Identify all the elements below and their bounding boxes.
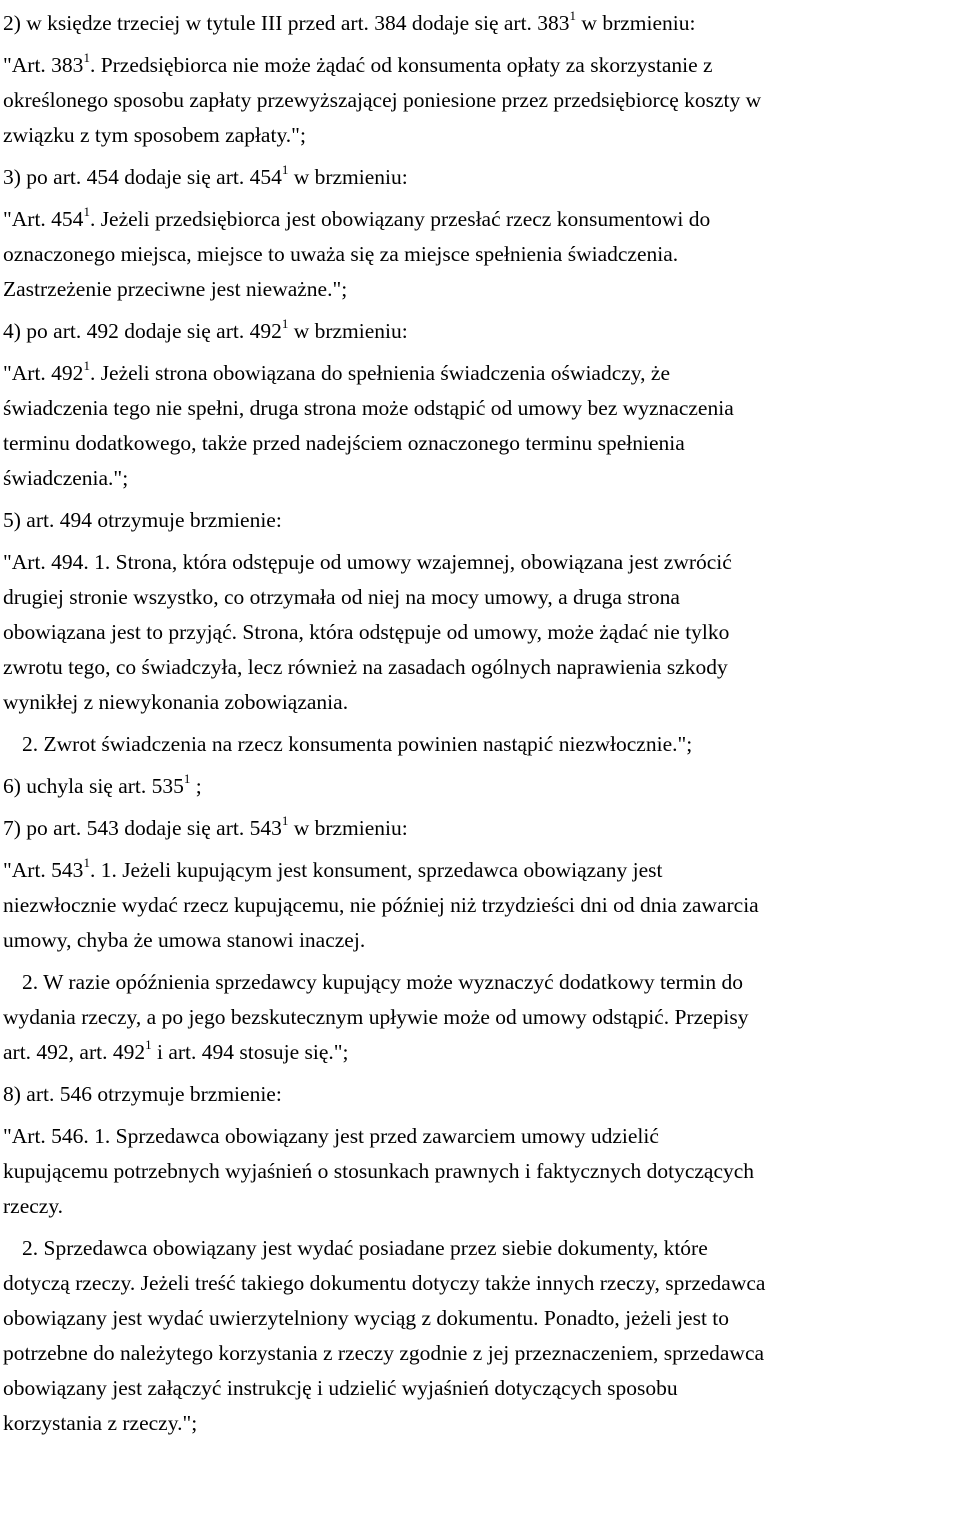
text-run: związku z tym sposobem zapłaty.";	[3, 123, 306, 147]
document-line	[3, 237, 960, 272]
text-run: "Art. 546. 1. Sprzedawca obowiązany jest przed zawarciem umowy udzielić	[3, 1124, 659, 1148]
text-run: umowy, chyba że umowa stanowi inaczej.	[3, 928, 366, 952]
text-run: wynikłej z niewykonania zobowiązania.	[3, 690, 349, 714]
document-line	[3, 356, 960, 391]
document-line	[3, 811, 960, 846]
text-run: świadczenia.";	[3, 466, 129, 490]
document-line	[3, 1077, 960, 1112]
superscript-number: 1	[281, 812, 289, 828]
document-line	[3, 202, 960, 237]
text-run: 6) uchyla się art. 535	[3, 774, 184, 798]
text-run: Zastrzeżenie przeciwne jest nieważne.";	[3, 277, 348, 301]
document-line	[3, 6, 960, 41]
text-run: 2) w księdze trzeciej w tytule III przed art. 384 dodaje się art. 383	[3, 11, 570, 35]
document-line	[3, 1371, 960, 1406]
text-run: dotyczą rzeczy. Jeżeli treść takiego dokumentu dotyczy także innych rzeczy, sprzedawca	[3, 1271, 766, 1295]
document-line	[3, 118, 960, 153]
document-line	[3, 615, 960, 650]
superscript-number: 1	[281, 161, 289, 177]
superscript-number: 1	[183, 770, 191, 786]
document-line	[3, 1336, 960, 1371]
text-run: oznaczonego miejsca, miejsce to uważa się za miejsce spełnienia świadczenia.	[3, 242, 679, 266]
superscript-number: 1	[83, 49, 90, 65]
document-line	[3, 461, 960, 496]
text-run: . 1. Jeżeli kupującym jest konsument, sprzedawca obowiązany jest	[89, 858, 663, 882]
text-run: "Art. 383	[3, 53, 84, 77]
text-run: . Przedsiębiorca nie może żądać od konsumenta opłaty za skorzystanie z	[89, 53, 713, 77]
text-run: terminu dodatkowego, także przed nadejściem oznaczonego terminu spełnienia	[3, 431, 685, 455]
document-line	[3, 391, 960, 426]
text-run: zwrotu tego, co świadczyła, lecz również na zasadach ogólnych naprawienia szkody	[3, 655, 728, 679]
text-run: . Jeżeli strona obowiązana do spełnienia świadczenia oświadczy, że	[89, 361, 670, 385]
text-run: określonego sposobu zapłaty przewyższającej poniesione przez przedsiębiorcę koszty w	[3, 88, 762, 112]
text-run: kupującemu potrzebnych wyjaśnień o stosunkach prawnych i faktycznych dotyczących	[3, 1159, 755, 1183]
document-line	[3, 1154, 960, 1189]
document-line	[3, 272, 960, 307]
document-line	[3, 48, 960, 83]
text-run: 7) po art. 543 dodaje się art. 543	[3, 816, 282, 840]
text-run: 2. Sprzedawca obowiązany jest wydać posiadane przez siebie dokumenty, które	[22, 1236, 708, 1260]
superscript-number: 1	[281, 315, 289, 331]
text-run: obowiązany jest wydać uwierzytelniony wyciąg z dokumentu. Ponadto, jeżeli jest to	[3, 1306, 730, 1330]
text-run: 2. W razie opóźnienia sprzedawcy kupujący może wyznaczyć dodatkowy termin do	[22, 970, 743, 994]
document-line	[3, 727, 960, 762]
document-line	[3, 1000, 960, 1035]
text-run: obowiązany jest załączyć instrukcję i udzielić wyjaśnień dotyczących sposobu	[3, 1376, 678, 1400]
document-line	[3, 580, 960, 615]
text-run: "Art. 543	[3, 858, 84, 882]
document-line	[3, 769, 960, 804]
document-line	[3, 426, 960, 461]
document-line	[3, 1231, 960, 1266]
superscript-number: 1	[83, 203, 90, 219]
text-run: świadczenia tego nie spełni, druga strona może odstąpić od umowy bez wyznaczenia	[3, 396, 734, 420]
text-run: korzystania z rzeczy.";	[3, 1411, 198, 1435]
document-line	[3, 965, 960, 1000]
document-line	[3, 83, 960, 118]
document-line	[3, 314, 960, 349]
document-line	[3, 1266, 960, 1301]
text-run: w brzmieniu:	[576, 11, 696, 35]
document-line	[3, 685, 960, 720]
text-run: 8) art. 546 otrzymuje brzmienie:	[3, 1082, 282, 1106]
document-line	[3, 503, 960, 538]
document-line	[3, 1301, 960, 1336]
text-run: "Art. 454	[3, 207, 84, 231]
text-run: 2. Zwrot świadczenia na rzecz konsumenta powinien nastąpić niezwłocznie.";	[22, 732, 693, 756]
text-run: 4) po art. 492 dodaje się art. 492	[3, 319, 282, 343]
document-line	[3, 1035, 960, 1070]
text-run: obowiązana jest to przyjąć. Strona, która odstępuje od umowy, może żądać nie tylko	[3, 620, 730, 644]
text-run: wydania rzeczy, a po jego bezskutecznym upływie może od umowy odstąpić. Przepisy	[3, 1005, 749, 1029]
text-run: "Art. 494. 1. Strona, która odstępuje od umowy wzajemnej, obowiązana jest zwrócić	[3, 550, 732, 574]
superscript-number: 1	[83, 357, 90, 373]
text-run: w brzmieniu:	[288, 816, 408, 840]
text-run: art. 492, art. 492	[3, 1040, 146, 1064]
document-line	[3, 1119, 960, 1154]
document-line	[3, 853, 960, 888]
document-line	[3, 650, 960, 685]
text-run: . Jeżeli przedsiębiorca jest obowiązany przesłać rzecz konsumentowi do	[89, 207, 711, 231]
text-run: 5) art. 494 otrzymuje brzmienie:	[3, 508, 282, 532]
text-run: "Art. 492	[3, 361, 84, 385]
text-run: niezwłocznie wydać rzecz kupującemu, nie później niż trzydzieści dni od dnia zawarcia	[3, 893, 759, 917]
document-line	[3, 160, 960, 195]
superscript-number: 1	[145, 1036, 152, 1052]
text-run: rzeczy.	[3, 1194, 64, 1218]
document-line	[3, 1406, 960, 1441]
text-run: 3) po art. 454 dodaje się art. 454	[3, 165, 282, 189]
text-run: i art. 494 stosuje się.";	[151, 1040, 349, 1064]
document-line	[3, 923, 960, 958]
text-run: drugiej stronie wszystko, co otrzymała od niej na mocy umowy, a druga strona	[3, 585, 680, 609]
document-line	[3, 888, 960, 923]
document-line	[3, 1189, 960, 1224]
text-run: potrzebne do należytego korzystania z rzeczy zgodnie z jej przeznaczeniem, sprzedawca	[3, 1341, 765, 1365]
text-run: w brzmieniu:	[288, 319, 408, 343]
text-run: ;	[190, 774, 202, 798]
superscript-number: 1	[569, 7, 577, 23]
superscript-number: 1	[83, 854, 90, 870]
text-run: w brzmieniu:	[288, 165, 408, 189]
document-line	[3, 545, 960, 580]
